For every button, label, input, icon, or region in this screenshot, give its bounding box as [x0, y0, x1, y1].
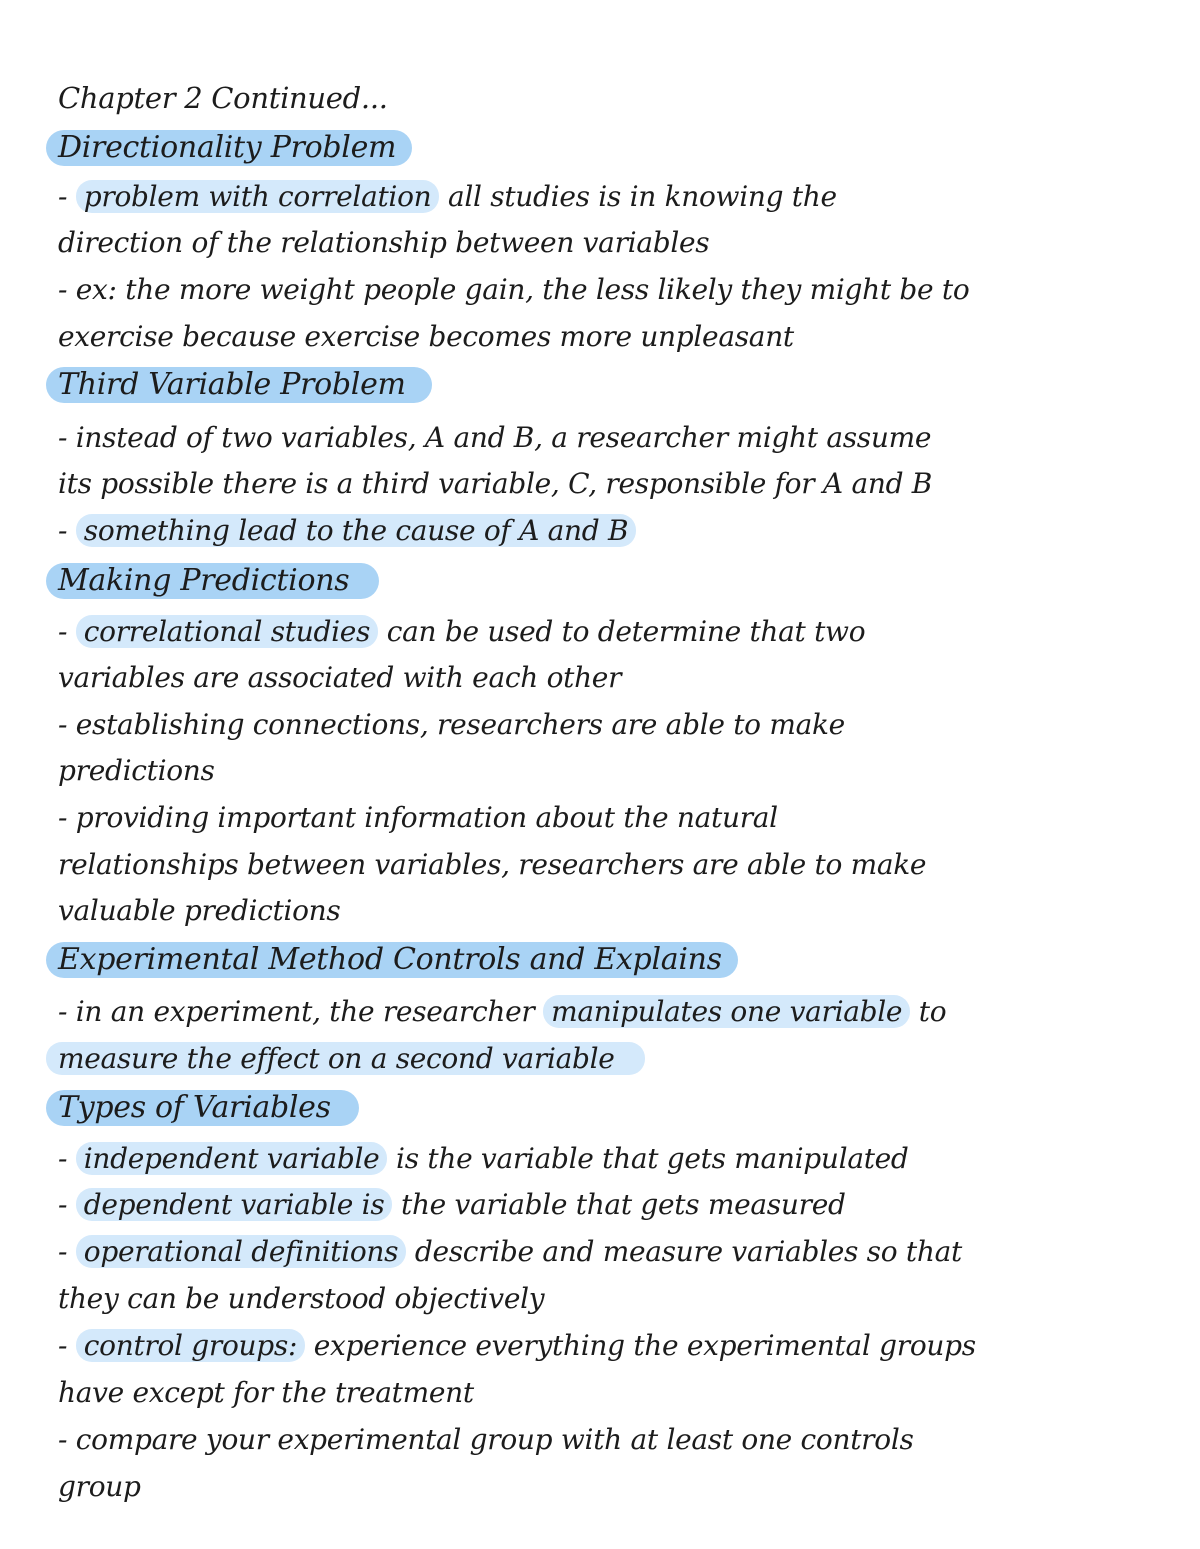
note-line: relationships between variables, researchers are able to make: [58, 848, 927, 881]
note-line: [58, 511, 636, 551]
note-line: [58, 1185, 846, 1225]
note-line: valuable predictions: [58, 894, 341, 927]
note-text: experience everything the experimental groups: [305, 1329, 976, 1362]
note-line: - instead of two variables, A and B, a researcher might assume: [58, 421, 932, 454]
note-text: can be used to determine that two: [378, 615, 866, 648]
bullet-dash: -: [58, 514, 76, 547]
note-line: - providing important information about the natural: [58, 801, 778, 834]
heading-types: [46, 1090, 359, 1126]
note-text: is the variable that gets manipulated: [387, 1142, 909, 1175]
highlight: problem with correlation: [76, 180, 440, 213]
note-line: its possible there is a third variable, C, responsible for A and B: [58, 467, 933, 500]
note-line: [58, 1039, 645, 1079]
highlight: operational definitions: [76, 1235, 406, 1268]
note-line: [58, 177, 837, 217]
highlight: something lead to the cause of A and B: [76, 514, 636, 547]
note-line: direction of the relationship between variables: [58, 226, 710, 259]
note-line: group: [58, 1470, 141, 1503]
note-line: exercise because exercise becomes more unpleasant: [58, 320, 794, 353]
note-line: they can be understood objectively: [58, 1282, 545, 1315]
highlight: independent variable: [76, 1142, 388, 1175]
bullet-dash: -: [58, 180, 76, 213]
bullet-dash: -: [58, 615, 76, 648]
highlight: dependent variable is: [76, 1188, 393, 1221]
highlight: correlational studies: [76, 615, 378, 648]
note-line: [58, 1139, 909, 1179]
bullet-dash: -: [58, 1329, 76, 1362]
note-line: [58, 992, 946, 1032]
highlight: manipulates one variable: [543, 995, 910, 1028]
heading-third-variable-text: Third Variable Problem: [46, 367, 432, 403]
note-text: the variable that gets measured: [392, 1188, 846, 1221]
heading-experimental: [46, 942, 738, 978]
heading-predictions-text: Making Predictions: [46, 563, 379, 599]
note-line: [58, 612, 865, 652]
note-line: - ex: the more weight people gain, the less likely they might be to: [58, 273, 970, 306]
note-line: - compare your experimental group with at least one controls: [58, 1423, 914, 1456]
note-text: to: [910, 995, 947, 1028]
note-text: all studies is in knowing the: [439, 180, 837, 213]
highlight: measure the effect on a second variable: [46, 1042, 645, 1075]
note-line: [58, 1232, 962, 1272]
heading-types-text: Types of Variables: [46, 1090, 359, 1126]
page-title: Chapter 2 Continued...: [58, 81, 388, 115]
note-line: - establishing connections, researchers are able to make: [58, 708, 845, 741]
heading-experimental-text: Experimental Method Controls and Explains: [46, 942, 738, 978]
note-line: [58, 1326, 976, 1366]
highlight: control groups:: [76, 1329, 305, 1362]
bullet-dash: -: [58, 1142, 76, 1175]
heading-third-variable: [46, 367, 432, 403]
note-text: describe and measure variables so that: [406, 1235, 962, 1268]
note-line: have except for the treatment: [58, 1376, 474, 1409]
bullet-dash: -: [58, 1235, 76, 1268]
bullet-dash: -: [58, 1188, 76, 1221]
note-line: variables are associated with each other: [58, 661, 622, 694]
note-line: predictions: [58, 754, 215, 787]
heading-predictions: [46, 563, 379, 599]
heading-directionality-text: Directionality Problem: [46, 130, 412, 166]
note-text: - in an experiment, the researcher: [58, 995, 544, 1028]
heading-directionality: [46, 130, 412, 166]
